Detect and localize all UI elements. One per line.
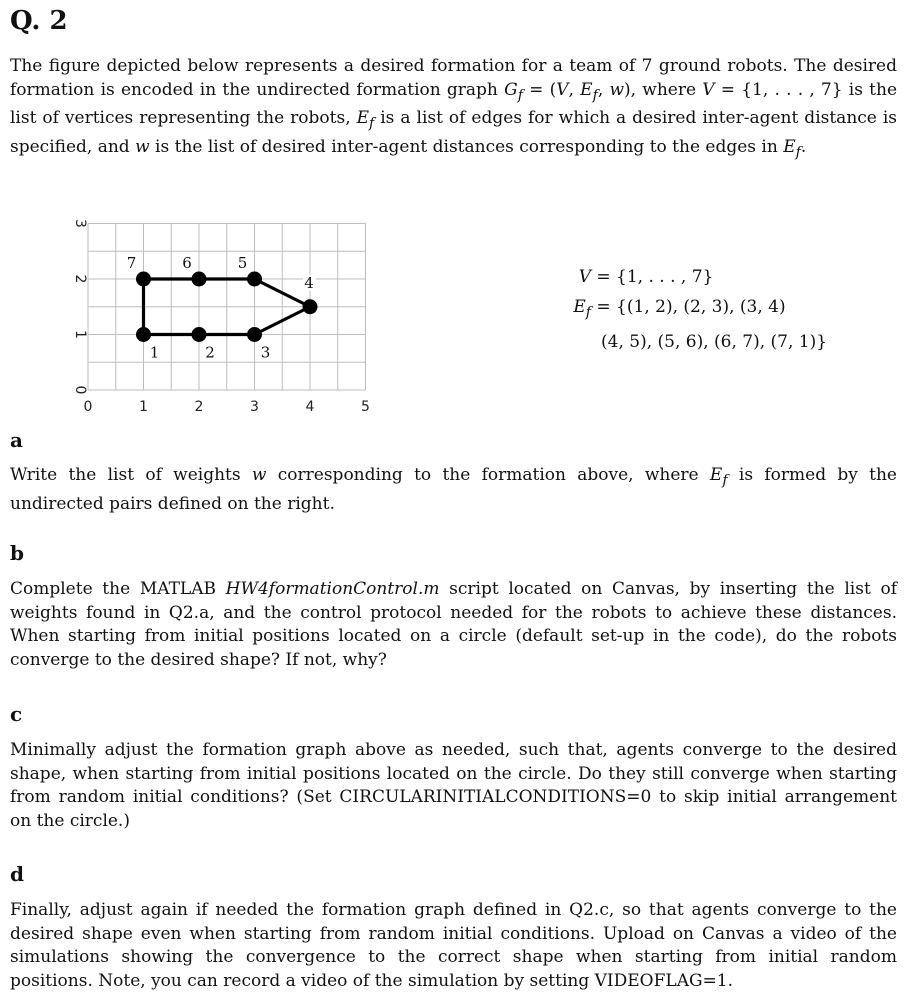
robot-node xyxy=(192,272,207,287)
question-title: Q. 2 xyxy=(10,6,68,36)
robot-label: 5 xyxy=(237,254,248,272)
robot-label: 3 xyxy=(260,343,271,362)
section-c-text: Minimally adjust the formation graph above as needed, such that, agents converge to the desired shape, when starting from initial positions located on the circle. Do they still converge when starting from random initial conditions? (Set CIRCULARINITIALCONDITIONS=0 to skip initial arrangement on the circle.) xyxy=(10,740,897,831)
section-d-text: Finally, adjust again if needed the formation graph defined in Q2.c, so that agents converge to the desired shape even when starting from random initial conditions. Upload on Canvas a video of the simulations showing the convergence to the correct shape when starting from initial random positions. Note, you can record a video of the simulation by setting VIDEOFLAG=1. xyxy=(10,900,897,991)
robot-node xyxy=(303,299,318,314)
y-tick-label: 0 xyxy=(72,385,88,395)
y-tick-label: 2 xyxy=(72,274,88,284)
robot-node xyxy=(136,272,151,287)
section-d-label: d xyxy=(10,862,24,886)
intro-paragraph: The figure depicted below represents a desired formation for a team of 7 ground robots. The desired formation is encoded in the undirected formation graph $G_f = (V$, $E_f$, w), where V = {1, . . . , 7} is the list of vertices representing the robots, $E_f$ is a list of edges for which a desired inter-agent distance is specified, and w is the list of desired inter-agent distances corresponding to the edges in $E_f$. xyxy=(10,56,898,161)
section-a-label: a xyxy=(10,428,23,452)
robot-node xyxy=(247,272,262,287)
x-tick-label: 1 xyxy=(139,399,148,415)
x-tick-label: 3 xyxy=(250,399,259,415)
y-tick-label: 1 xyxy=(72,330,88,339)
edge-set: $E_f = \{(1$, 2), (2, 3), (3, 4) xyxy=(573,297,786,321)
robot-label: 2 xyxy=(205,343,215,362)
vertex-set: V = {1, . . . , 7} xyxy=(578,267,714,287)
x-tick-label: 5 xyxy=(361,399,370,415)
y-tick-label: 3 xyxy=(72,219,88,228)
x-tick-label: 0 xyxy=(83,399,93,415)
robot-node xyxy=(192,327,207,342)
edge-set-continued: (4, 5), (5, 6), (6, 7), (7, 1)} xyxy=(601,332,828,353)
x-tick-label: 2 xyxy=(194,399,204,415)
robot-label: 7 xyxy=(126,254,137,272)
section-a-text: Write the list of weights w corresponding to the formation above, where $E_f$ is formed by the undirected pairs defined on the right. xyxy=(10,465,897,514)
robot-node xyxy=(247,327,262,342)
formation-graph-figure xyxy=(60,205,390,425)
robot-node xyxy=(136,327,151,342)
robot-label: 1 xyxy=(149,343,160,362)
x-tick-label: 4 xyxy=(305,399,315,415)
robot-label: 4 xyxy=(304,273,314,292)
section-b-text: Complete the MATLAB HW4formationControl.m script located on Canvas, by inserting the list of weights found in Q2.a, and the control protocol needed for the robots to achieve these distances. When starting from initial positions located on a circle (default set-up in the code), do the robots converge to the desired shape? If not, why? xyxy=(10,579,897,670)
robot-label: 6 xyxy=(182,254,192,272)
formation-definition xyxy=(525,262,827,357)
section-c-label: c xyxy=(10,702,23,726)
section-b-label: b xyxy=(10,541,24,565)
